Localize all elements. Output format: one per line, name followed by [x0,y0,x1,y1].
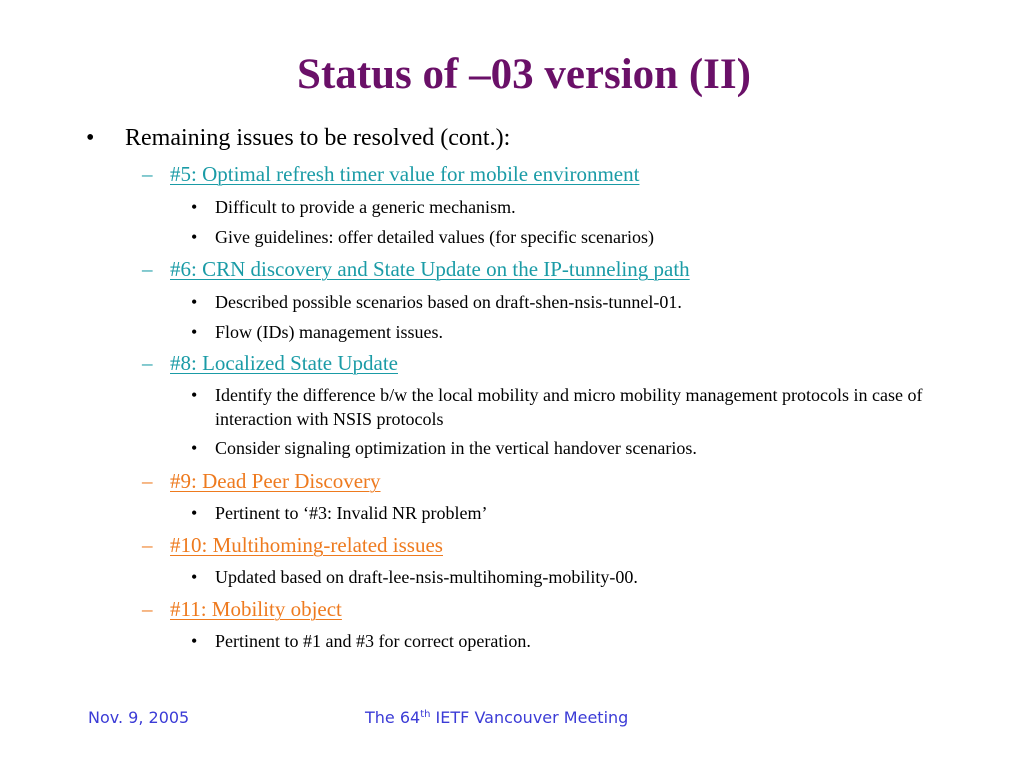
issue-link-10[interactable]: #10: Multihoming-related issues [170,533,443,557]
detail-marker: • [191,292,198,312]
detail-marker: • [191,567,198,587]
bullet-marker: • [86,125,95,151]
main-bullet-text: Remaining issues to be resolved (cont.): [125,125,511,151]
dash-marker: – [142,533,153,557]
issue-link-5[interactable]: #5: Optimal refresh timer value for mobile environment [170,162,640,186]
detail-marker: • [191,322,198,342]
detail-marker: • [191,227,198,247]
detail-text: Difficult to provide a generic mechanism. [215,197,516,217]
footer-meeting [365,706,628,730]
detail-marker: • [191,503,198,523]
detail-text: Consider signaling optimization in the vertical handover scenarios. [215,438,697,458]
issue-link-8[interactable]: #8: Localized State Update [170,351,398,375]
detail-marker: • [191,197,198,217]
detail-marker: • [191,438,198,458]
dash-marker: – [142,257,153,281]
dash-marker: – [142,162,153,186]
issue-link-6[interactable]: #6: CRN discovery and State Update on the IP-tunneling path [170,257,690,281]
detail-text: Give guidelines: offer detailed values (for specific scenarios) [215,227,654,247]
detail-marker: • [191,385,198,405]
detail-marker: • [191,631,198,651]
footer-meeting-prefix: The 64 [365,708,421,727]
detail-text: Described possible scenarios based on draft-shen-nsis-tunnel-01. [215,292,682,312]
issue-link-9[interactable]: #9: Dead Peer Discovery [170,469,381,493]
detail-text: Identify the difference b/w the local mobility and micro mobility management protocols in case of interaction with NSIS protocols [215,385,923,429]
footer-meeting-sup: th [420,709,431,720]
dash-marker: – [142,351,153,375]
detail-text: Updated based on draft-lee-nsis-multihoming-mobility-00. [215,567,638,587]
slide-title: Status of –03 version (II) [297,51,751,98]
detail-text: Flow (IDs) management issues. [215,322,443,342]
dash-marker: – [142,469,153,493]
issue-link-11[interactable]: #11: Mobility object [170,597,342,621]
detail-text: Pertinent to ‘#3: Invalid NR problem’ [215,503,488,523]
dash-marker: – [142,597,153,621]
footer-date: Nov. 9, 2005 [88,708,190,727]
detail-text: Pertinent to #1 and #3 for correct operation. [215,631,531,651]
footer-meeting-suffix: IETF Vancouver Meeting [430,708,629,727]
